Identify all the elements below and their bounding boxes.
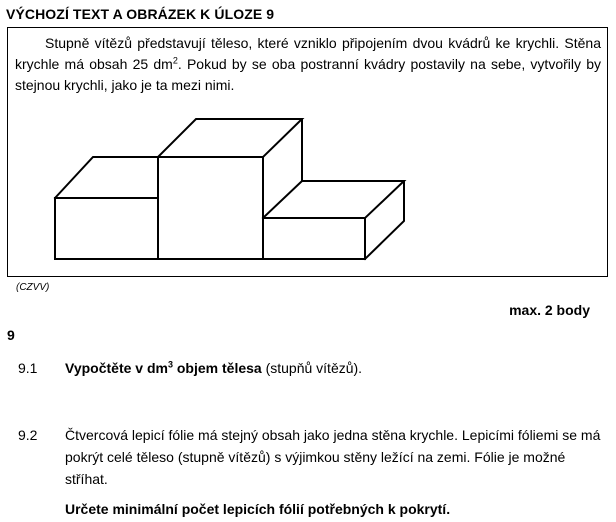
subquestion-number: 9.2 bbox=[18, 427, 38, 443]
subquestion-body bbox=[65, 357, 605, 379]
task-note: (stupňů vítězů). bbox=[261, 360, 363, 376]
subquestion-text: Čtvercová lepicí fólie má stejný obsah jako jedna stěna krychle. Lepicími fóliemi se má pokrýt celé těleso (stupně vítězů) s výjimkou stěny ležící na zemi. Fólie je možné stříhat. bbox=[65, 427, 601, 487]
intro-superscript: 2 bbox=[172, 55, 178, 66]
subquestion-body bbox=[65, 424, 605, 520]
podium-figure bbox=[8, 28, 607, 276]
task-superscript: 3 bbox=[167, 359, 173, 370]
right-block-top bbox=[263, 181, 404, 218]
task-text: Určete minimální počet lepicích fólií potřebných k pokrytí. bbox=[65, 501, 451, 517]
right-block-side bbox=[365, 181, 404, 259]
cube-front bbox=[158, 157, 263, 259]
section-heading: VÝCHOZÍ TEXT A OBRÁZEK K ÚLOZE 9 bbox=[6, 6, 275, 22]
intro-text-part1: Stupně vítězů představují těleso, které vzniklo připojením dvou kvádrů ke krychli. Stěna krychle má obsah 25 dm bbox=[15, 35, 601, 72]
task-text: Vypočtěte v dm bbox=[65, 360, 168, 376]
question-number: 9 bbox=[7, 327, 15, 343]
source-label: (CZVV) bbox=[16, 282, 50, 293]
right-block-front bbox=[263, 218, 365, 259]
left-block-top bbox=[55, 157, 158, 198]
source-text-box bbox=[7, 27, 608, 277]
max-points: max. 2 body bbox=[509, 302, 590, 318]
task-text-cont: objem tělesa bbox=[172, 360, 262, 376]
left-block-front bbox=[55, 198, 158, 259]
cube-top bbox=[158, 119, 302, 157]
intro-text-part2: . Pokud by se oba postranní kvádry postavily na sebe, vytvořily by stejnou krychli, jako je ta mezi nimi. bbox=[15, 56, 601, 93]
subquestion-number: 9.1 bbox=[18, 360, 38, 376]
